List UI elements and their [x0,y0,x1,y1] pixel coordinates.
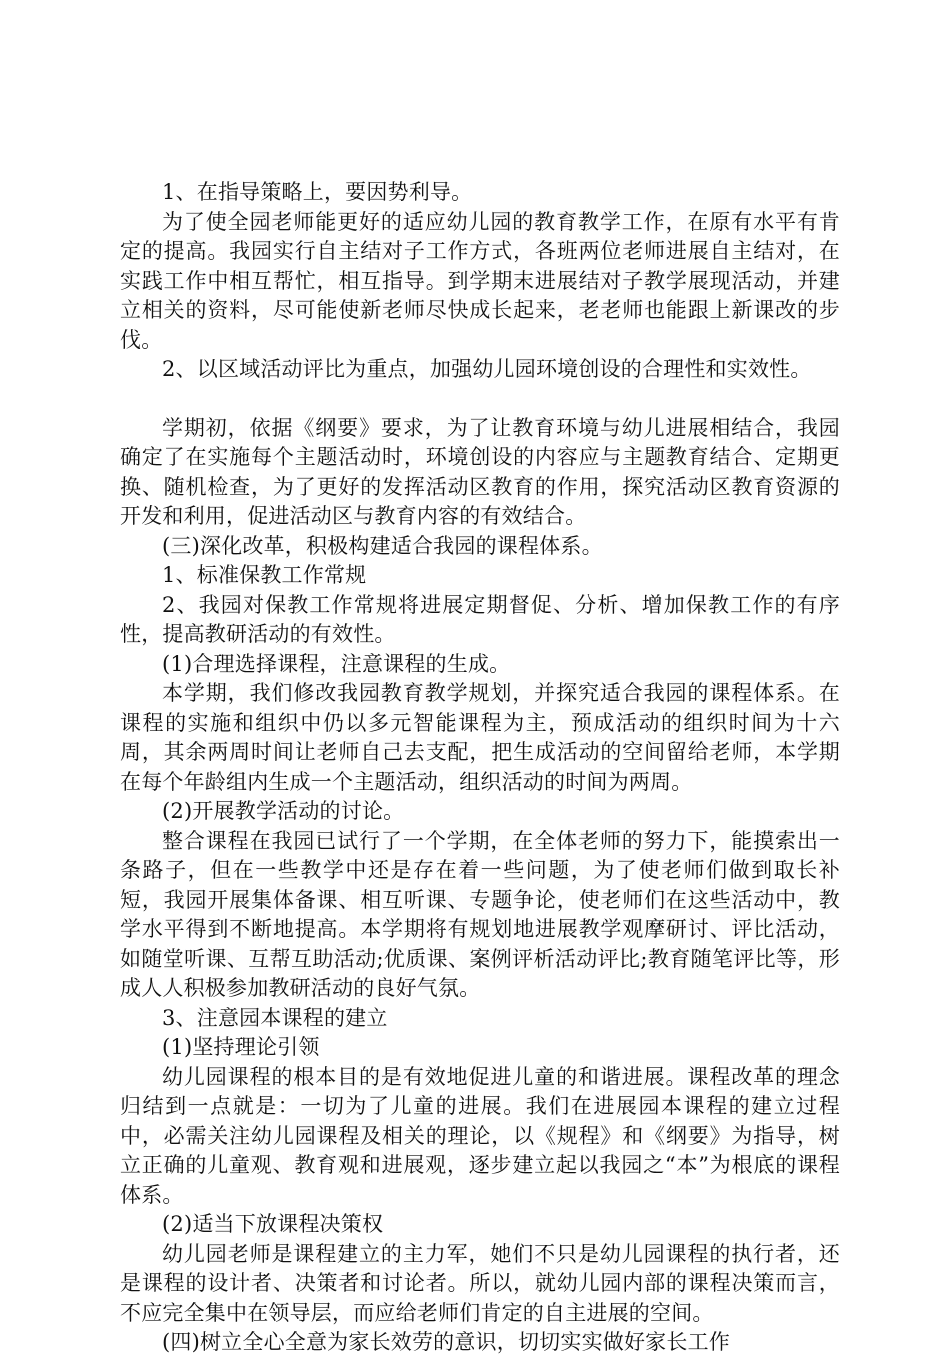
paragraph-strategy-heading: 1、在指导策略上，要因势利导。 [162,180,473,204]
paragraph-environment-creation: 学期初，依据《纲要》要求，为了让教育环境与幼儿进展相结合，我园确定了在实施每个主题活动时，环境创设的内容应与主题教育结合、定期更换、随机检查，为了更好的发挥活动区教育的作用，探究活动区教育资源的开发和利用，促进活动区与教育内容的有效结合。 [120,415,840,528]
paragraph-teacher-role: 幼儿园老师是课程建立的主力军，她们不只是幼儿园课程的执行者，还是课程的设计者、决策者和讨论者。所以，就幼儿园内部的课程决策而言，不应完全集中在领导层，而应给老师们肯定的自主进展的空间。 [120,1241,840,1325]
paragraph-standard-routine-heading: 1、标准保教工作常规 [162,563,367,587]
paragraph-theory-guidance-heading: (1)坚持理论引领 [162,1035,320,1059]
paragraph-pairing-work: 为了使全园老师能更好的适应幼儿园的教育教学工作，在原有水平有肯定的提高。我园实行自主结对子工作方式，各班两位老师进展自主结对，在实践工作中相互帮忙，相互指导。到学期末进展结对子教学展现活动，并建立相关的资料，尽可能使新老师尽快成长起来，老老师也能跟上新课改的步伐。 [120,209,840,352]
paragraph-area-activity-heading: 2、以区域活动评比为重点，加强幼儿园环境创设的合理性和实效性。 [162,357,812,381]
paragraph-section-three-heading: (三)深化改革，积极构建适合我园的课程体系。 [162,533,603,558]
paragraph-teaching-discussion-heading: (2)开展教学活动的讨论。 [162,799,405,823]
paragraph-curriculum-purpose: 幼儿园课程的根本目的是有效地促进儿童的和谐进展。课程改革的理念归结到一点就是：一切为了儿童的进展。我们在进展园本课程的建立过程中，必需关注幼儿园课程及相关的理论，以《规程》和《纲要》为指导，树立正确的儿童观、教育观和进展观，逐步建立起以我园之“本”为根底的课程体系。 [120,1064,840,1207]
paragraph-school-curriculum-heading: 3、注意园本课程的建立 [162,1005,388,1030]
paragraph-integrated-course: 整合课程在我园已试行了一个学期，在全体老师的努力下，能摸索出一条路子，但在一些教学中还是存在着一些问题，为了使老师们做到取长补短，我园开展集体备课、相互听课、专题争论，使老师们在这些活动中，教学水平得到不断地提高。本学期将有规划地进展教学观摩研讨、评比活动，如随堂听课、互帮互助活动;优质课、案例评析活动评比;教育随笔评比等，形成人人积极参加教研活动的良好气氛。 [120,828,840,1000]
document-body [120,178,840,1358]
paragraph-decision-power-heading: (2)适当下放课程决策权 [162,1212,384,1236]
paragraph-section-four-heading: (四)树立全心全意为家长效劳的意识，切切实实做好家长工作 [162,1330,730,1354]
paragraph-course-selection-heading: (1)合理选择课程，注意课程的生成。 [162,651,511,676]
paragraph-semester-plan: 本学期，我们修改我园教育教学规划，并探究适合我园的课程体系。在课程的实施和组织中仍以多元智能课程为主，预成活动的组织时间为十六周，其余两周时间让老师自己去支配，把生成活动的空间留给老师，本学期在每个年龄组内生成一个主题活动，组织活动的时间为两周。 [120,681,840,794]
paragraph-routine-supervision: 2、我园对保教工作常规将进展定期督促、分析、增加保教工作的有序性，提高教研活动的有效性。 [120,592,840,646]
